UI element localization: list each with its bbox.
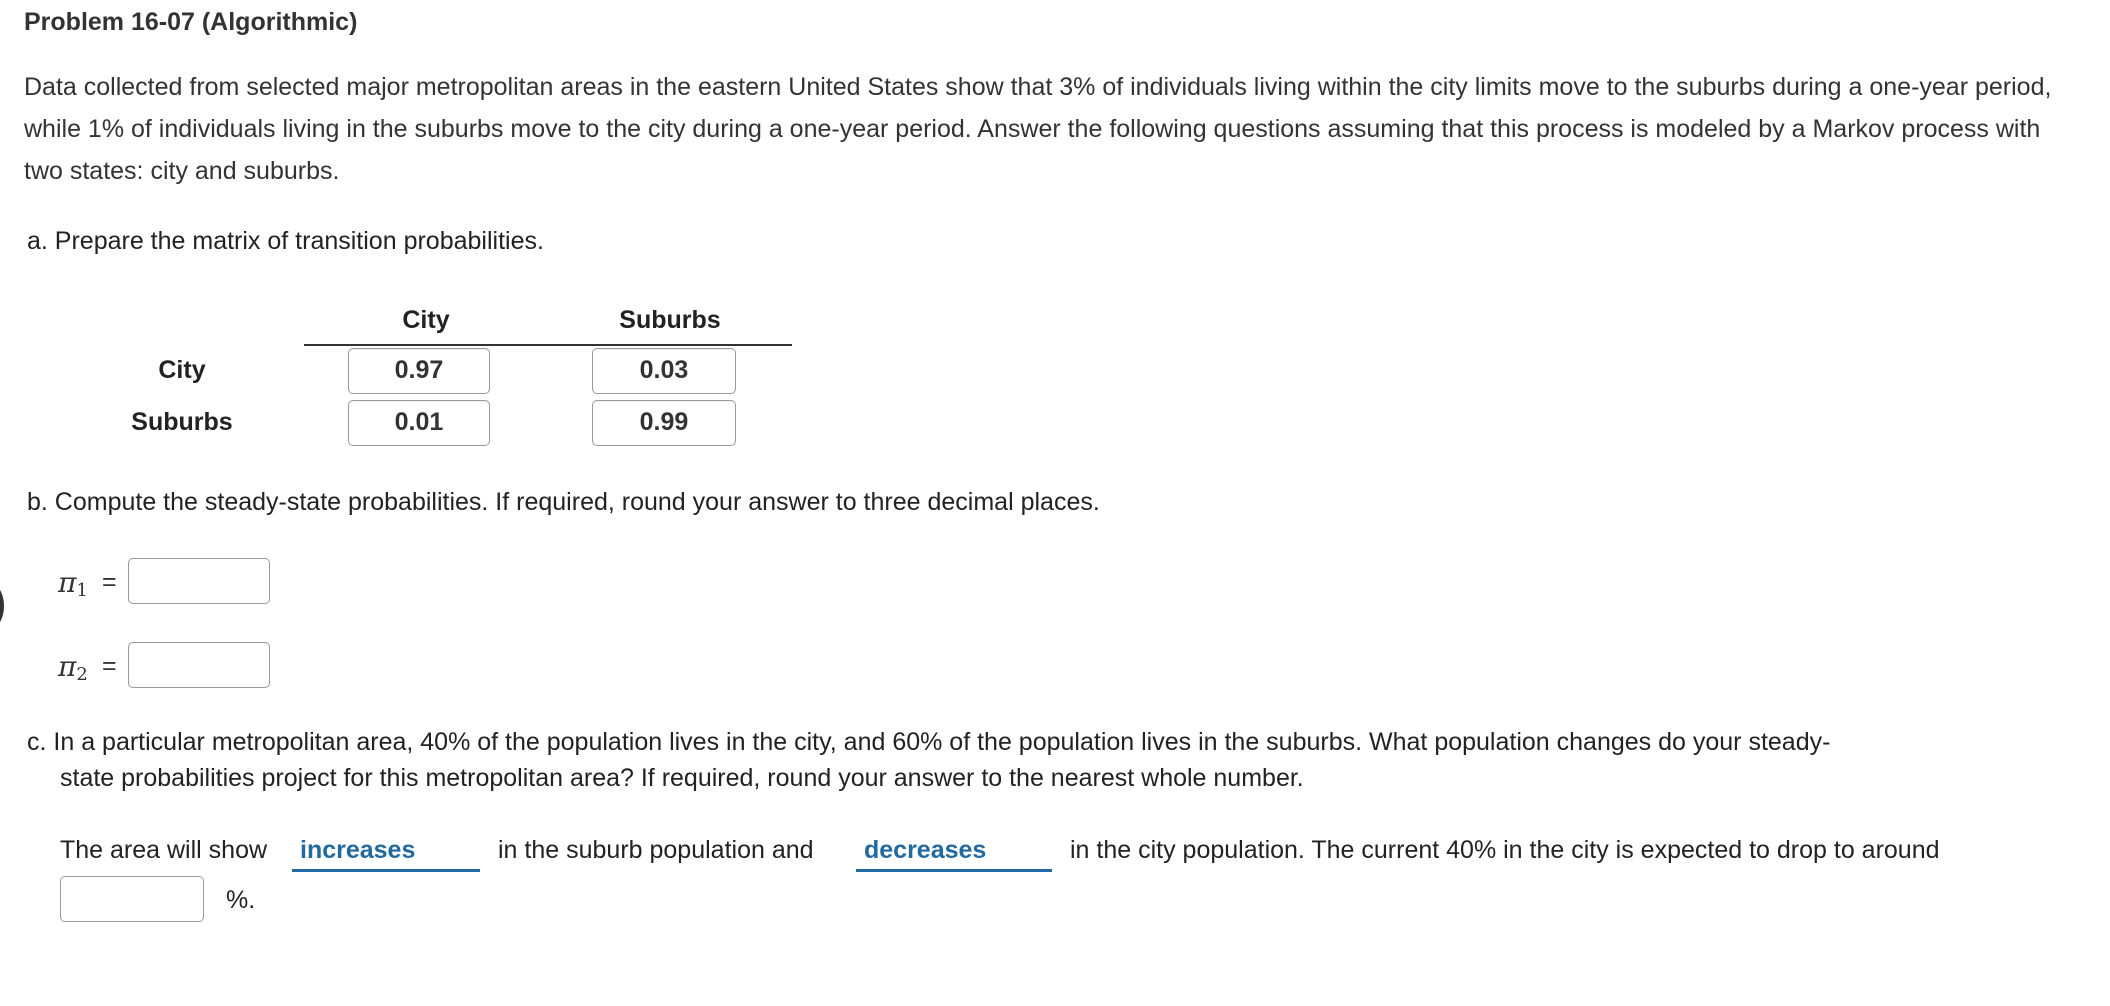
answer-sentence-mid: in the suburb population and <box>498 836 814 864</box>
answer-sentence-end: in the city population. The current 40% in the city is expected to drop to around <box>1070 836 1940 864</box>
matrix-cell-suburbs-suburbs[interactable]: 0.99 <box>592 400 736 446</box>
part-c-line-1: c. In a particular metropolitan area, 40% of the population lives in the city, and 60% of the population lives in the suburbs. What population changes do your steady- <box>27 728 1831 756</box>
matrix-col-header-city: City <box>402 306 450 334</box>
matrix-cell-suburbs-city[interactable]: 0.01 <box>348 400 490 446</box>
part-c-line-2: state probabilities project for this metropolitan area? If required, round your answer to the nearest whole number. <box>60 764 1304 792</box>
pi1-label: $\pi_1$ <box>58 566 88 601</box>
matrix-cell-city-suburbs[interactable]: 0.03 <box>592 348 736 394</box>
pi2-label: $\pi_2$ <box>58 650 88 685</box>
suburb-change-dropdown[interactable]: increases <box>292 836 480 872</box>
matrix-row-header-suburbs: Suburbs <box>131 408 233 436</box>
matrix-row-header-city: City <box>158 356 206 384</box>
pi2-equals: = <box>102 652 117 680</box>
matrix-col-header-suburbs: Suburbs <box>619 306 721 334</box>
part-c-question <box>27 724 2087 796</box>
city-change-dropdown[interactable]: decreases <box>856 836 1052 872</box>
matrix-cell-city-city[interactable]: 0.97 <box>348 348 490 394</box>
answer-sentence-start: The area will show <box>60 836 268 864</box>
problem-intro: Data collected from selected major metropolitan areas in the eastern United States show that 3% of individuals living within the city limits move to the suburbs during a one-year period, while 1% of individuals living in the suburbs move to the city during a one-year period. Answer the following questions assuming that this process is modeled by a Markov process with two states: city and suburbs. <box>24 73 2052 185</box>
percent-suffix: %. <box>226 886 256 914</box>
matrix-header-rule <box>304 344 792 346</box>
city-percent-input[interactable] <box>60 876 204 922</box>
side-indicator-icon <box>0 578 4 634</box>
part-b-label: b. Compute the steady-state probabilities. If required, round your answer to three decimal places. <box>27 488 1100 516</box>
pi2-input[interactable] <box>128 642 270 688</box>
pi1-equals: = <box>102 568 117 596</box>
pi1-input[interactable] <box>128 558 270 604</box>
problem-title: Problem 16-07 (Algorithmic) <box>24 8 358 36</box>
part-a-label: a. Prepare the matrix of transition probabilities. <box>27 227 544 255</box>
